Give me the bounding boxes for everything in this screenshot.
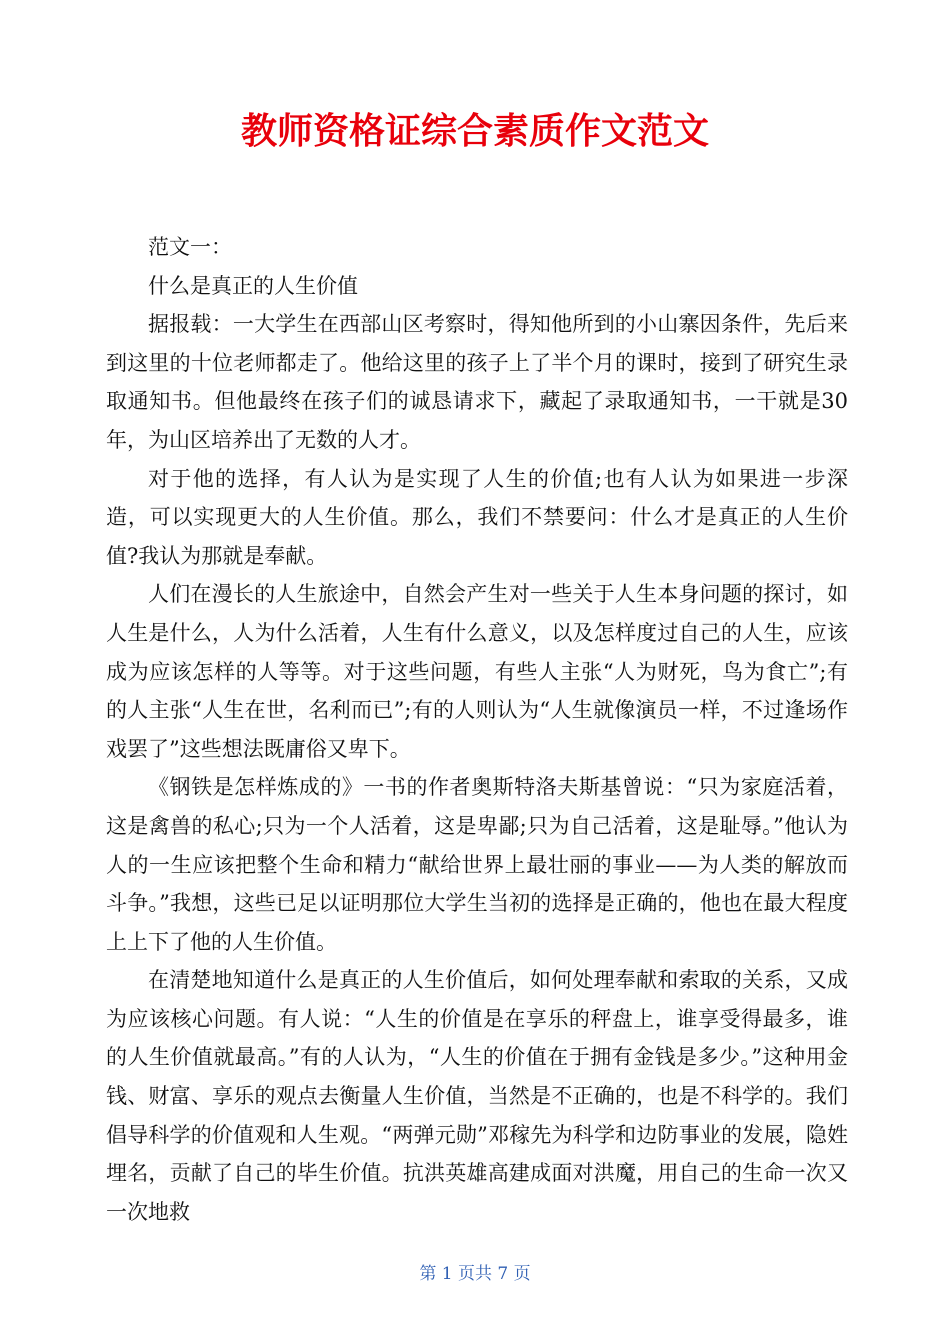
paragraph-5: 在清楚地知道什么是真正的人生价值后，如何处理奉献和索取的关系，又成为应该核心问题。有人说：“人生的价值是在享乐的秤盘上，谁享受得最多，谁的人生价值就最高。”有的人认为，“人生的价值在于拥有金钱是多少。”这种用金钱、财富、享乐的观点去衡量人生价值，当然是不正确的，也是不科学的。我们倡导科学的价值观和人生观。“两弹元勋”邓稼先为科学和边防事业的发展，隐姓埋名，贡献了自己的毕生价值。抗洪英雄高建成面对洪魔，用自己的生命一次又一次地救 (106, 968, 848, 1224)
document-title: 教师资格证综合素质作文范文 (240, 111, 709, 152)
document-body (106, 228, 848, 1231)
paragraph-1: 据报载：一大学生在西部山区考察时，得知他所到的小山寨因条件，先后来到这里的十位老师都走了。他给这里的孩子上了半个月的课时，接到了研究生录取通知书。但他最终在孩子们的诚恳请求下，藏起了录取通知书，一干就是30年，为山区培养出了无数的人才。 (106, 312, 848, 452)
paragraph-3: 人们在漫长的人生旅途中，自然会产生对一些关于人生本身问题的探讨，如人生是什么，人为什么活着，人生有什么意义，以及怎样度过自己的人生，应该成为应该怎样的人等等。对于这些问题，有些人主张“人为财死，鸟为食亡”;有的人主张“人生在世，名利而已”;有的人则认为“人生就像演员一样，不过逢场作戏罢了”这些想法既庸俗又卑下。 (106, 582, 848, 761)
paragraph-heading-label: 范文一： (148, 235, 232, 259)
paragraph-4: 《钢铁是怎样炼成的》一书的作者奥斯特洛夫斯基曾说：“只为家庭活着，这是禽兽的私心;只为一个人活着，这是卑鄙;只为自己活着，这是耻辱。”他认为人的一生应该把整个生命和精力“献给世界上最壮丽的事业——为人类的解放而斗争。”我想，这些已足以证明那位大学生当初的选择是正确的，他也在最大程度上上下了他的人生价值。 (106, 775, 848, 954)
paragraph-2: 对于他的选择，有人认为是实现了人生的价值;也有人认为如果进一步深造，可以实现更大的人生价值。那么，我们不禁要问：什么才是真正的人生价值?我认为那就是奉献。 (106, 466, 848, 568)
paragraph-essay-title: 什么是真正的人生价值 (148, 273, 358, 298)
page-number-footer: 第 1 页共 7 页 (419, 1264, 531, 1284)
